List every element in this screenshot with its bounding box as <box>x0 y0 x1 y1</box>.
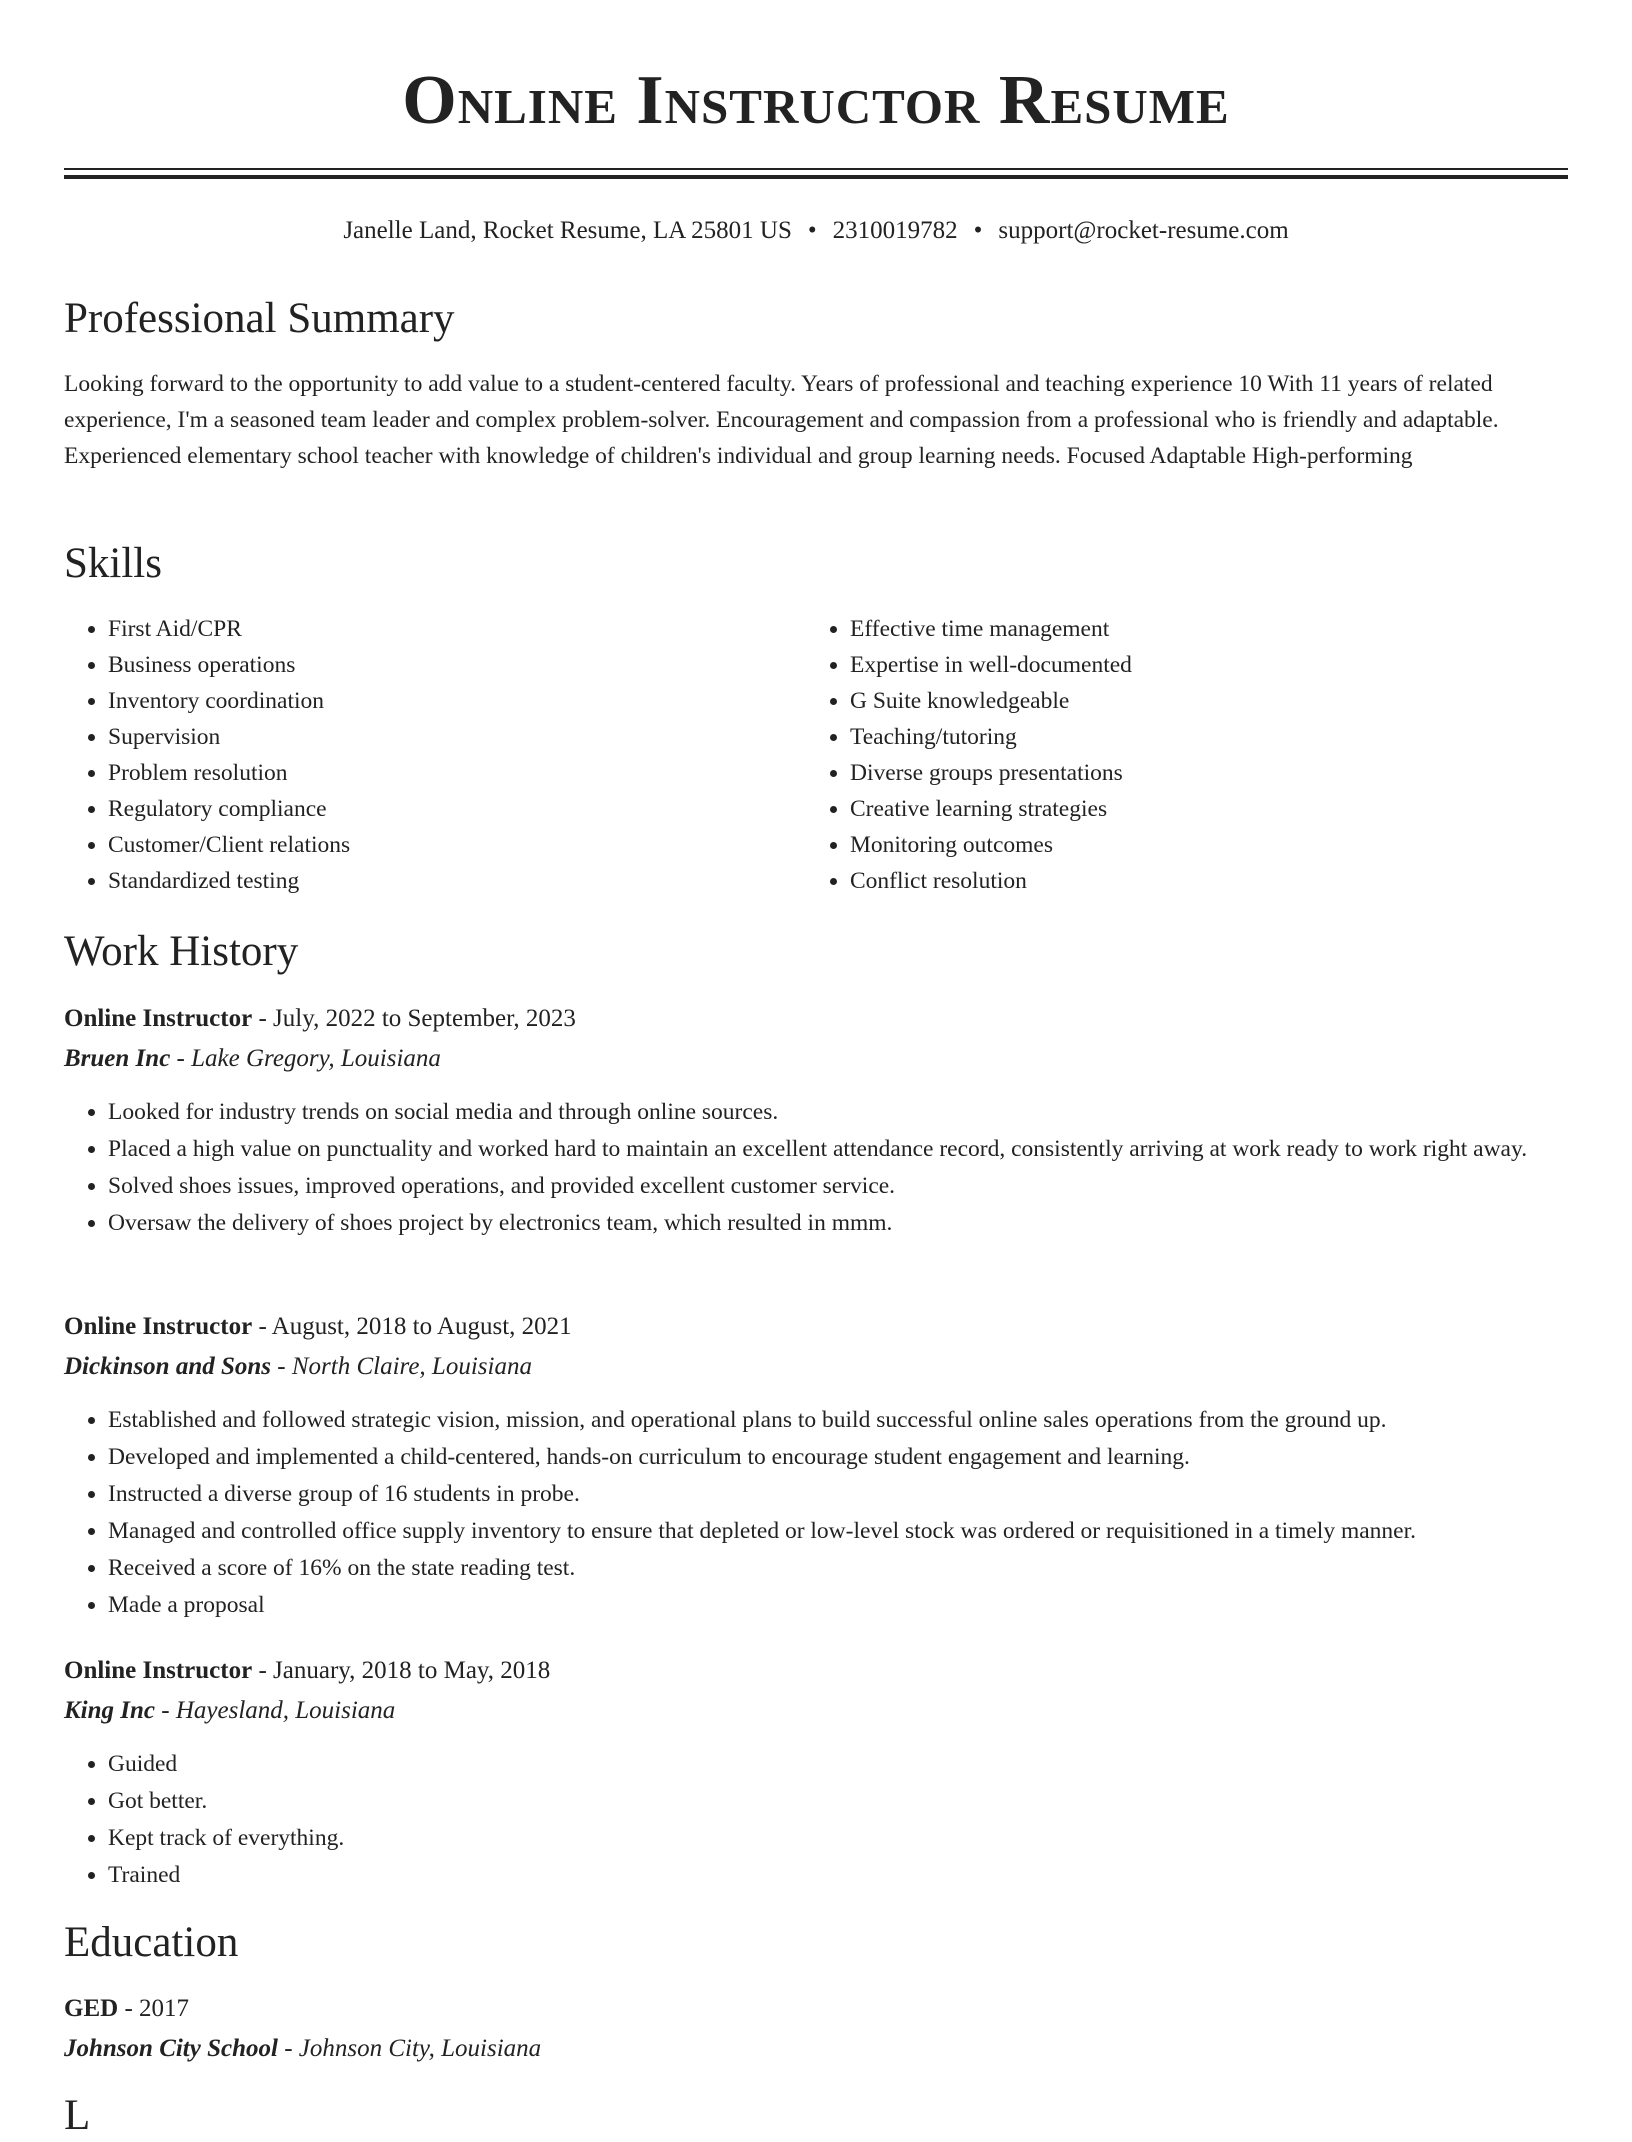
skill-item: • Diverse groups presentations <box>850 755 1610 791</box>
job-company: King Inc <box>64 1697 156 1724</box>
job-role: Online Instructor <box>64 1313 253 1340</box>
skills-list-right <box>806 611 1610 899</box>
job-bullet: • Got better. <box>108 1783 1574 1819</box>
education-location: - Johnson City, Louisiana <box>277 2035 542 2062</box>
job-bullet: • Instructed a diverse group of 16 students in probe. <box>108 1476 1574 1512</box>
work-history-heading: Work History <box>64 928 299 975</box>
contact-phone: 2310019782 <box>832 217 958 244</box>
job-bullet: • Solved shoes issues, improved operations, and provided excellent customer service. <box>108 1168 1574 1204</box>
skill-item: • Business operations <box>108 647 808 683</box>
skills-heading: Skills <box>64 540 162 587</box>
skill-item: • First Aid/CPR <box>108 611 808 647</box>
education-degree: GED <box>64 1995 119 2022</box>
skill-item: • Effective time management <box>850 611 1610 647</box>
skill-item: • G Suite knowledgeable <box>850 683 1610 719</box>
job-employer <box>64 1042 1574 1082</box>
skill-item: • Customer/Client relations <box>108 827 808 863</box>
job-location: - Hayesland, Louisiana <box>155 1697 396 1724</box>
job-role: Online Instructor <box>64 1005 253 1032</box>
title-divider-thin <box>64 168 1568 170</box>
skill-item: • Creative learning strategies <box>850 791 1610 827</box>
job-bullet: • Placed a high value on punctuality and worked hard to maintain an excellent attendance record, consistently arriving at work ready to work right away. <box>108 1131 1574 1167</box>
contact-address: Janelle Land, Rocket Resume, LA 25801 US <box>343 217 792 244</box>
job-bullet: • Established and followed strategic vision, mission, and operational plans to build successful online sales operations from the ground up. <box>108 1402 1574 1438</box>
skill-item: • Regulatory compliance <box>108 791 808 827</box>
job-bullets <box>64 1746 1574 1893</box>
contact-email: support@rocket-resume.com <box>998 217 1289 244</box>
skill-item: • Teaching/tutoring <box>850 719 1610 755</box>
job-company: Bruen Inc <box>64 1045 171 1072</box>
job-employer <box>64 1350 1574 1390</box>
skills-list-left <box>64 611 808 899</box>
education-header <box>64 1992 1574 2032</box>
education-entry <box>64 1992 1574 2072</box>
skill-item: • Expertise in well-documented <box>850 647 1610 683</box>
job-entry <box>64 1310 1574 1624</box>
job-bullet: • Looked for industry trends on social media and through online sources. <box>108 1094 1574 1130</box>
skill-item: • Conflict resolution <box>850 863 1610 899</box>
contact-separator: • <box>807 217 817 244</box>
education-school-line <box>64 2032 1574 2072</box>
skill-item: • Standardized testing <box>108 863 808 899</box>
job-bullet: • Developed and implemented a child-centered, hands-on curriculum to encourage student engagement and learning. <box>108 1439 1574 1475</box>
title-divider-thick <box>64 175 1568 179</box>
education-school: Johnson City School <box>64 2035 278 2062</box>
job-header <box>64 1654 1574 1694</box>
job-bullet: • Received a score of 16% on the state reading test. <box>108 1550 1574 1586</box>
job-bullets <box>64 1094 1574 1241</box>
education-heading: Education <box>64 1919 239 1966</box>
job-bullet: • Made a proposal <box>108 1587 1574 1623</box>
job-dates: - August, 2018 to August, 2021 <box>252 1313 572 1340</box>
contact-separator: • <box>973 217 983 244</box>
contact-line <box>0 214 1632 248</box>
job-header <box>64 1310 1574 1350</box>
job-header <box>64 1002 1574 1042</box>
summary-heading: Professional Summary <box>64 295 455 342</box>
resume-title: Online Instructor Resume <box>402 62 1230 139</box>
job-location: - Lake Gregory, Louisiana <box>170 1045 441 1072</box>
skill-item: • Problem resolution <box>108 755 808 791</box>
job-bullet: • Trained <box>108 1857 1574 1893</box>
job-dates: - January, 2018 to May, 2018 <box>252 1657 551 1684</box>
job-entry <box>64 1002 1574 1242</box>
job-bullet: • Guided <box>108 1746 1574 1782</box>
skill-item: • Supervision <box>108 719 808 755</box>
skill-item: • Monitoring outcomes <box>850 827 1610 863</box>
job-role: Online Instructor <box>64 1657 253 1684</box>
job-employer <box>64 1694 1574 1734</box>
job-bullet: • Kept track of everything. <box>108 1820 1574 1856</box>
education-year: - 2017 <box>118 1995 190 2022</box>
job-bullets <box>64 1402 1574 1623</box>
job-company: Dickinson and Sons <box>64 1353 272 1380</box>
next-section-heading: L <box>64 2092 91 2139</box>
skill-item: • Inventory coordination <box>108 683 808 719</box>
job-location: - North Claire, Louisiana <box>271 1353 532 1380</box>
job-dates: - July, 2022 to September, 2023 <box>252 1005 576 1032</box>
job-entry <box>64 1654 1574 1894</box>
summary-text: Looking forward to the opportunity to add value to a student-centered faculty. Years of professional and teaching experience 10 With 11 years of related experience, I'm a seasoned team leader and complex problem-solver. Encouragement and compassion from a professional who is friendly and adaptable. Experienced elementary school teacher with knowledge of children's individual and group learning needs. Focused Adaptable High-performing <box>64 371 1499 469</box>
job-bullet: • Oversaw the delivery of shoes project by electronics team, which resulted in mmm. <box>108 1205 1574 1241</box>
job-bullet: • Managed and controlled office supply inventory to ensure that depleted or low-level stock was ordered or requisitioned in a timely manner. <box>108 1513 1574 1549</box>
